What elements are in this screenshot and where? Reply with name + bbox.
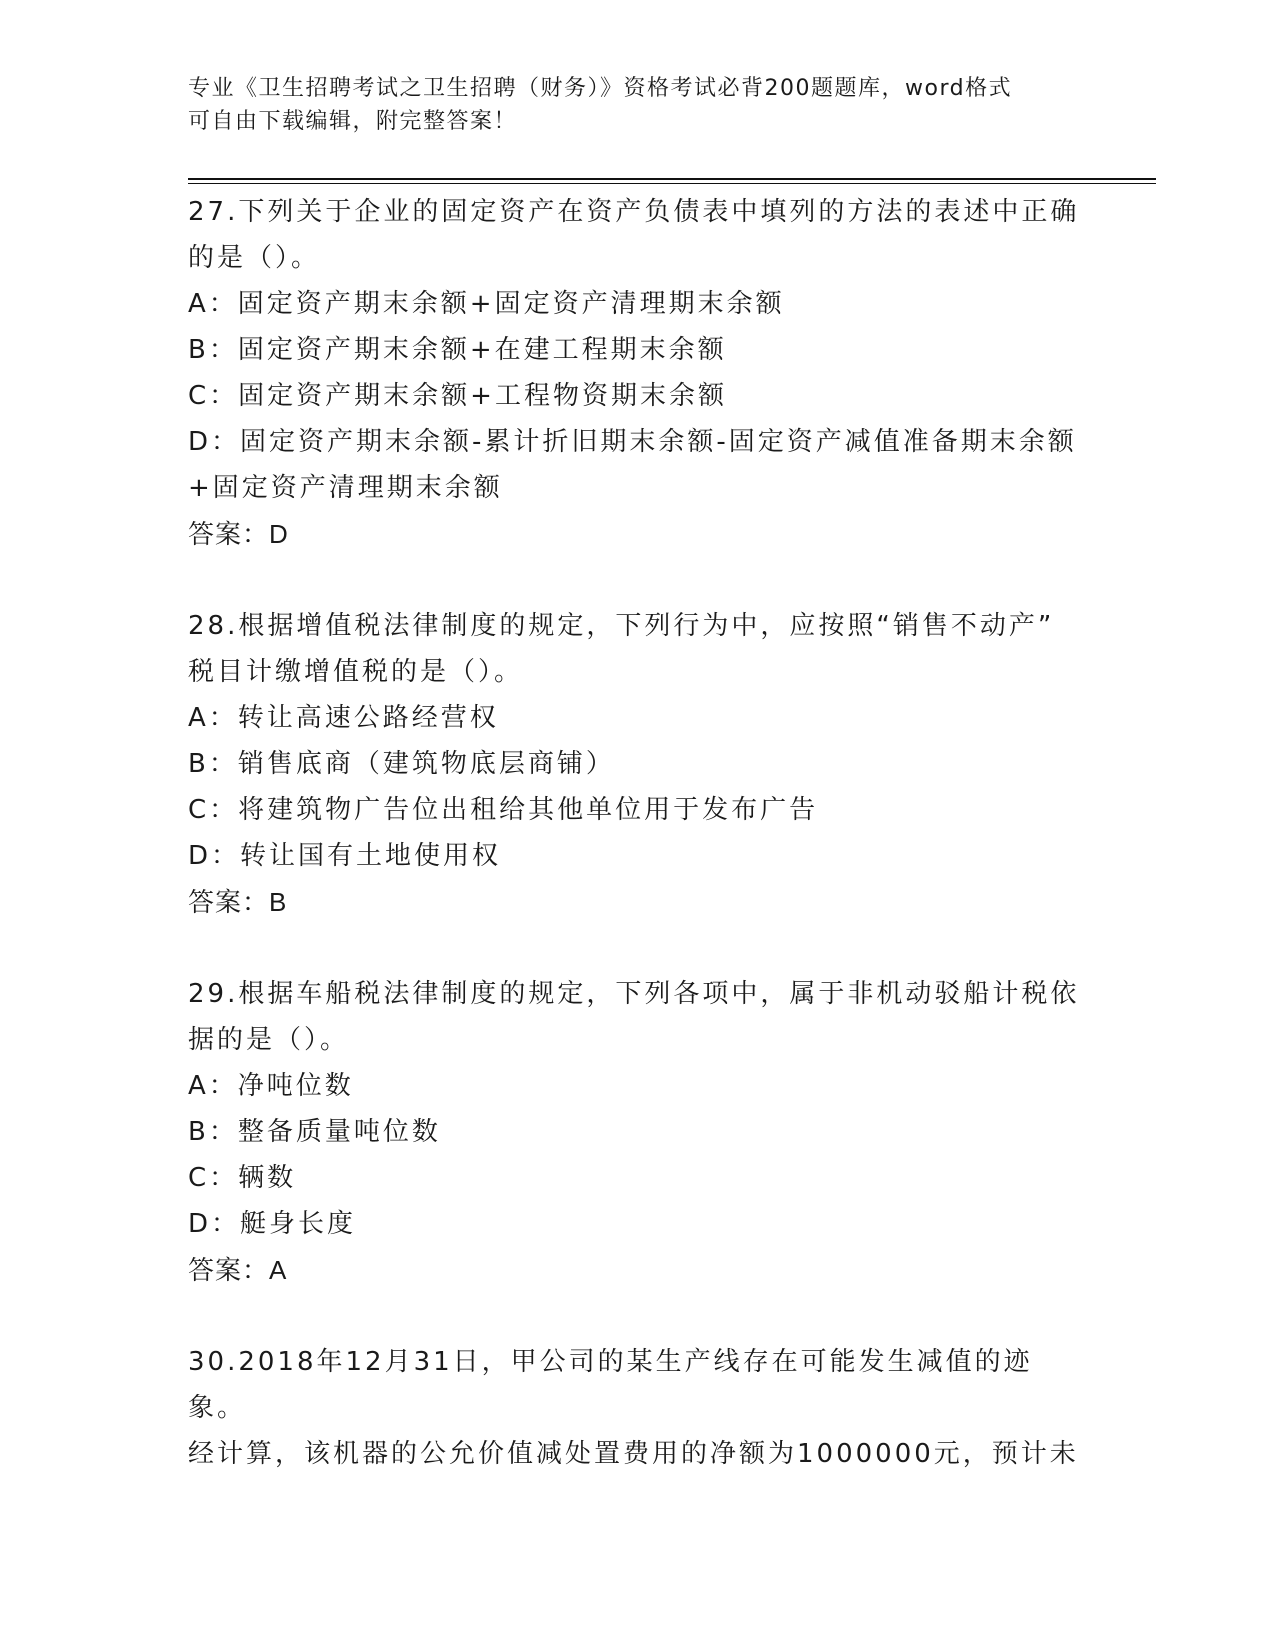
question-28 <box>188 603 1088 925</box>
option-b: B：整备质量吨位数 <box>188 1117 441 1147</box>
option-d-continued: +固定资产清理期末余额 <box>188 473 503 503</box>
question-stem-line: 税目计缴增值税的是（）。 <box>188 657 524 687</box>
question-stem-line: 28.根据增值税法律制度的规定，下列行为中，应按照“销售不动产” <box>188 611 1055 641</box>
answer: 答案：A <box>188 1255 288 1285</box>
option-d: D：固定资产期末余额-累计折旧期末余额-固定资产减值准备期末余额 <box>188 427 1077 457</box>
question-27 <box>188 189 1088 557</box>
option-d: D：艇身长度 <box>188 1209 357 1239</box>
header-divider-thin <box>188 183 1156 184</box>
header-divider-thick <box>188 178 1156 180</box>
answer: 答案：B <box>188 887 288 917</box>
option-c: C：将建筑物广告位出租给其他单位用于发布广告 <box>188 795 819 825</box>
answer: 答案：D <box>188 519 289 549</box>
option-c: C：固定资产期末余额+工程物资期末余额 <box>188 381 727 411</box>
option-d: D：转让国有土地使用权 <box>188 841 502 871</box>
option-c: C：辆数 <box>188 1163 297 1193</box>
header-line-1: 专业《卫生招聘考试之卫生招聘（财务）》资格考试必背200题题库，word格式 <box>188 76 1013 101</box>
question-30 <box>188 1339 1088 1477</box>
question-29 <box>188 971 1088 1293</box>
option-a: A：转让高速公路经营权 <box>188 703 499 733</box>
question-stem-line: 据的是（）。 <box>188 1025 350 1055</box>
question-stem-line: 27.下列关于企业的固定资产在资产负债表中填列的方法的表述中正确 <box>188 197 1080 227</box>
page-header <box>188 72 1068 138</box>
option-b: B：销售底商（建筑物底层商铺） <box>188 749 615 779</box>
option-a: A：固定资产期末余额+固定资产清理期末余额 <box>188 289 785 319</box>
header-line-2: 可自由下载编辑，附完整答案！ <box>188 109 518 134</box>
question-stem-line: 29.根据车船税法律制度的规定，下列各项中，属于非机动驳船计税依 <box>188 979 1080 1009</box>
question-list <box>188 189 1088 1477</box>
question-stem-line: 经计算，该机器的公允价值减处置费用的净额为1000000元，预计未 <box>188 1439 1079 1469</box>
option-a: A：净吨位数 <box>188 1071 354 1101</box>
question-stem-line: 的是（）。 <box>188 243 321 273</box>
question-stem-line: 30.2018年12月31日，甲公司的某生产线存在可能发生减值的迹象。 <box>188 1347 1033 1423</box>
option-b: B：固定资产期末余额+在建工程期末余额 <box>188 335 727 365</box>
